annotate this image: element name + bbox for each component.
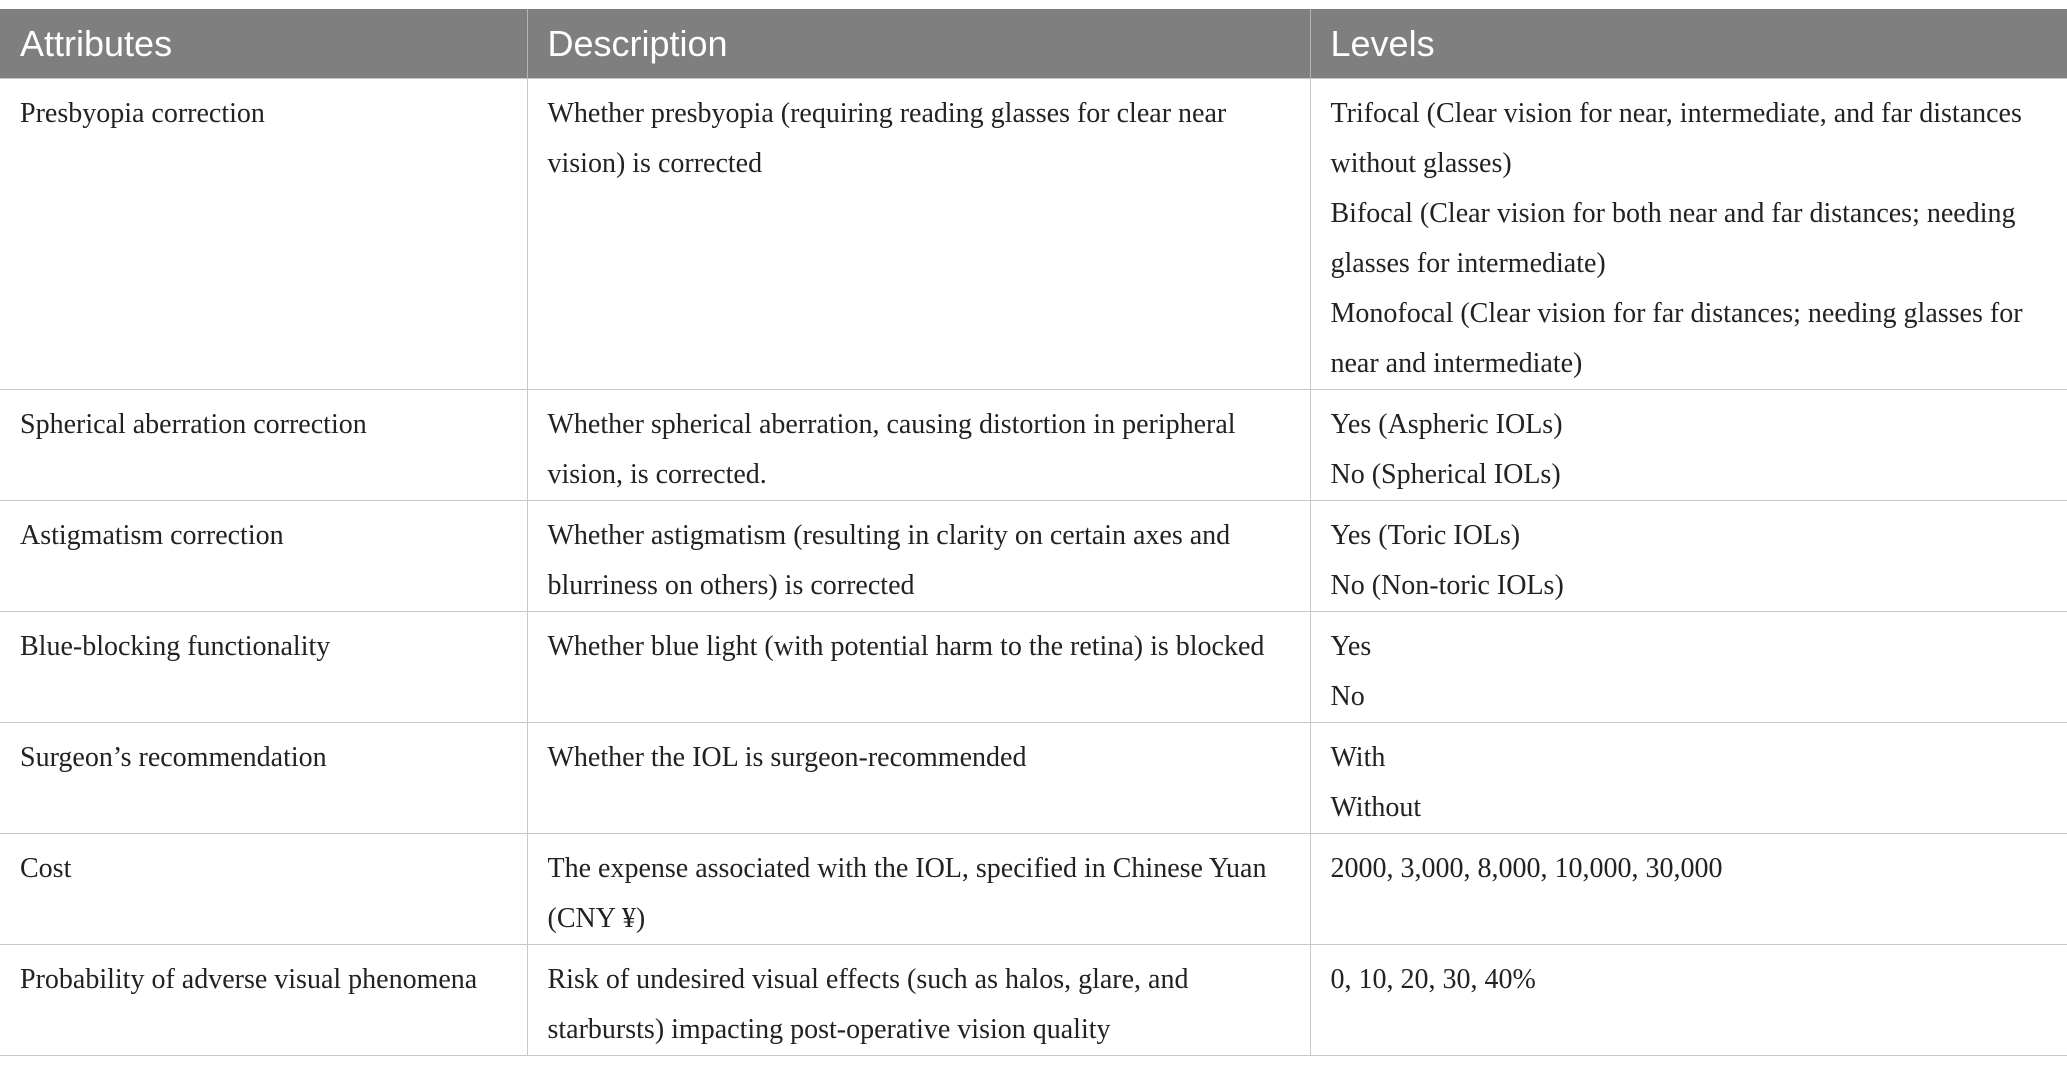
header-description: Description xyxy=(527,9,1310,79)
level-item: Monofocal (Clear vision for far distances; needing glasses for near and intermediate) xyxy=(1330,298,2023,379)
attribute-cell: Presbyopia correction xyxy=(0,79,527,390)
levels-cell xyxy=(1310,79,2067,390)
table-row xyxy=(0,501,2067,612)
level-item: Trifocal (Clear vision for near, intermediate, and far distances without glasses) xyxy=(1330,98,2022,179)
level-item: No (Spherical IOLs) xyxy=(1330,459,1561,490)
levels-cell xyxy=(1310,945,2067,1056)
description-cell: Whether blue light (with potential harm to the retina) is blocked xyxy=(527,612,1310,723)
header-levels: Levels xyxy=(1310,9,2067,79)
level-item: 2000, 3,000, 8,000, 10,000, 30,000 xyxy=(1330,853,1723,884)
description-cell: The expense associated with the IOL, specified in Chinese Yuan (CNY ¥) xyxy=(527,834,1310,945)
level-item: With xyxy=(1330,742,1386,773)
attributes-table xyxy=(0,9,2067,1056)
level-item: 0, 10, 20, 30, 40% xyxy=(1330,964,1536,995)
table-row xyxy=(0,834,2067,945)
description-cell: Whether presbyopia (requiring reading glasses for clear near vision) is corrected xyxy=(527,79,1310,390)
table-row xyxy=(0,612,2067,723)
table-body xyxy=(0,79,2067,1056)
level-item: Yes xyxy=(1330,631,1372,662)
levels-cell xyxy=(1310,612,2067,723)
attribute-cell: Blue-blocking functionality xyxy=(0,612,527,723)
levels-cell xyxy=(1310,834,2067,945)
description-cell: Whether the IOL is surgeon-recommended xyxy=(527,723,1310,834)
description-cell: Risk of undesired visual effects (such as halos, glare, and starbursts) impacting post-operative vision quality xyxy=(527,945,1310,1056)
levels-cell xyxy=(1310,390,2067,501)
level-item: No (Non-toric IOLs) xyxy=(1330,570,1564,601)
table-row xyxy=(0,723,2067,834)
level-item: Without xyxy=(1330,792,1422,823)
description-cell: Whether spherical aberration, causing distortion in peripheral vision, is corrected. xyxy=(527,390,1310,501)
level-item: Yes (Toric IOLs) xyxy=(1330,520,1521,551)
attribute-cell: Astigmatism correction xyxy=(0,501,527,612)
attribute-cell: Probability of adverse visual phenomena xyxy=(0,945,527,1056)
table-row xyxy=(0,390,2067,501)
header-row xyxy=(0,9,2067,79)
attributes-table-container xyxy=(0,9,2067,1056)
attribute-cell: Spherical aberration correction xyxy=(0,390,527,501)
level-item: Yes (Aspheric IOLs) xyxy=(1330,409,1563,440)
table-row xyxy=(0,79,2067,390)
level-item: No xyxy=(1330,681,1365,712)
attribute-cell: Surgeon’s recommendation xyxy=(0,723,527,834)
description-cell: Whether astigmatism (resulting in clarity on certain axes and blurriness on others) is corrected xyxy=(527,501,1310,612)
header-attributes: Attributes xyxy=(0,9,527,79)
level-item: Bifocal (Clear vision for both near and far distances; needing glasses for intermediate) xyxy=(1330,198,2016,279)
table-row xyxy=(0,945,2067,1056)
table-header xyxy=(0,9,2067,79)
levels-cell xyxy=(1310,501,2067,612)
attribute-cell: Cost xyxy=(0,834,527,945)
levels-cell xyxy=(1310,723,2067,834)
